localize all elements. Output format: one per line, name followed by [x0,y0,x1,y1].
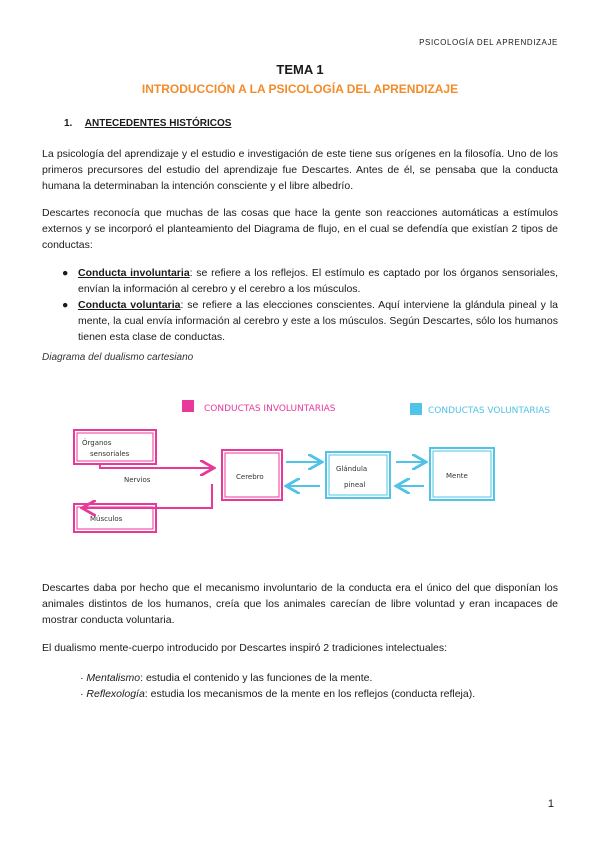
tradition-term: Mentalismo [86,672,141,684]
glandula-label-line1: Glándula [336,465,368,473]
legend-voluntary-label: CONDUCTAS VOLUNTARIAS [428,406,551,416]
musculos-label: Músculos [90,515,123,523]
section-title: ANTECEDENTES HISTÓRICOS [84,118,232,129]
list-item [80,670,475,686]
tradition-prefix: · [80,672,87,684]
diagram-caption: Diagrama del dualismo cartesiano [42,352,194,363]
running-header: PSICOLOGÍA DEL APRENDIZAJE [419,38,558,47]
section-number: 1. [64,118,73,129]
box-glandula-inner [329,455,387,495]
paragraph-animals: Descartes daba por hecho que el mecanismo involuntario de la conducta era el único del que disponían los animales distintos de los humanos, creía que los animales carecían de libre voluntad y eran incapaces de mostrar conducta voluntaria. [42,582,558,626]
legend-involuntary-swatch [182,400,194,412]
tradition-text: : estudia los mecanismos de la mente en los reflejos (conducta refleja). [144,688,476,700]
organos-label-line1: Órganos [82,439,112,447]
page-subtitle: INTRODUCCIÓN A LA PSICOLOGÍA DEL APRENDIZAJE [141,82,459,96]
bullet-term: Conducta voluntaria [78,299,181,311]
paragraph-descartes: Descartes reconocía que muchas de las cosas que hace la gente son reacciones automáticas a estímulos externos y se incorporó el planteamiento del Diagrama de flujo, en el cual se defendía que existían 2 tipos de conductas: [42,207,558,251]
paragraph-intro: La psicología del aprendizaje y el estudio e investigación de este tiene sus orígenes en la filosofía. Uno de los primeros precursores del estudio del aprendizaje fue Descartes. Antes de él, se pensaba que la conducta humana la determinaban la intención consciente y el libre albedrío. [42,148,558,192]
tradition-term: Reflexología [86,688,145,700]
organos-label-line2: sensoriales [90,450,130,458]
cerebro-label: Cerebro [236,473,264,481]
bullet-text: : se refiere a los reflejos. El estímulo es captado por los órganos sensoriales, envían la información al cerebro y el cerebro a los músculos. [78,267,558,295]
nervios-label: Nervios [124,476,151,484]
bullet-icon: ● [62,299,69,311]
tradition-prefix: · [80,688,87,700]
list-item [62,297,558,345]
page-number: 1 [547,798,554,810]
legend-involuntary-label: CONDUCTAS INVOLUNTARIAS [204,404,336,414]
dualism-diagram [60,390,580,550]
section-heading [64,118,231,129]
box-organos-sensoriales [74,430,156,464]
tradition-text: : estudia el contenido y las funciones de la mente. [140,672,373,684]
list-item [80,686,475,702]
mente-label: Mente [446,472,468,480]
bullet-text: : se refiere a las elecciones conscientes. Aquí interviene la glándula pineal y la mente, la cual envía información al cerebro y este a los músculos. Según Descartes, sólo los humanos tienen esta clase de conductas. [78,299,558,343]
list-item [62,265,558,297]
legend-voluntary-swatch [410,403,422,415]
paragraph-dualism: El dualismo mente-cuerpo introducido por Descartes inspiró 2 tradiciones intelectuales: [42,642,448,654]
bullet-icon: ● [62,267,69,279]
traditions-list [80,670,475,702]
box-glandula-pineal [326,452,390,498]
bullet-term: Conducta involuntaria [78,267,190,279]
glandula-label-line2: pineal [344,481,366,489]
conduct-types-list [62,265,558,345]
page-title: TEMA 1 [276,62,324,77]
